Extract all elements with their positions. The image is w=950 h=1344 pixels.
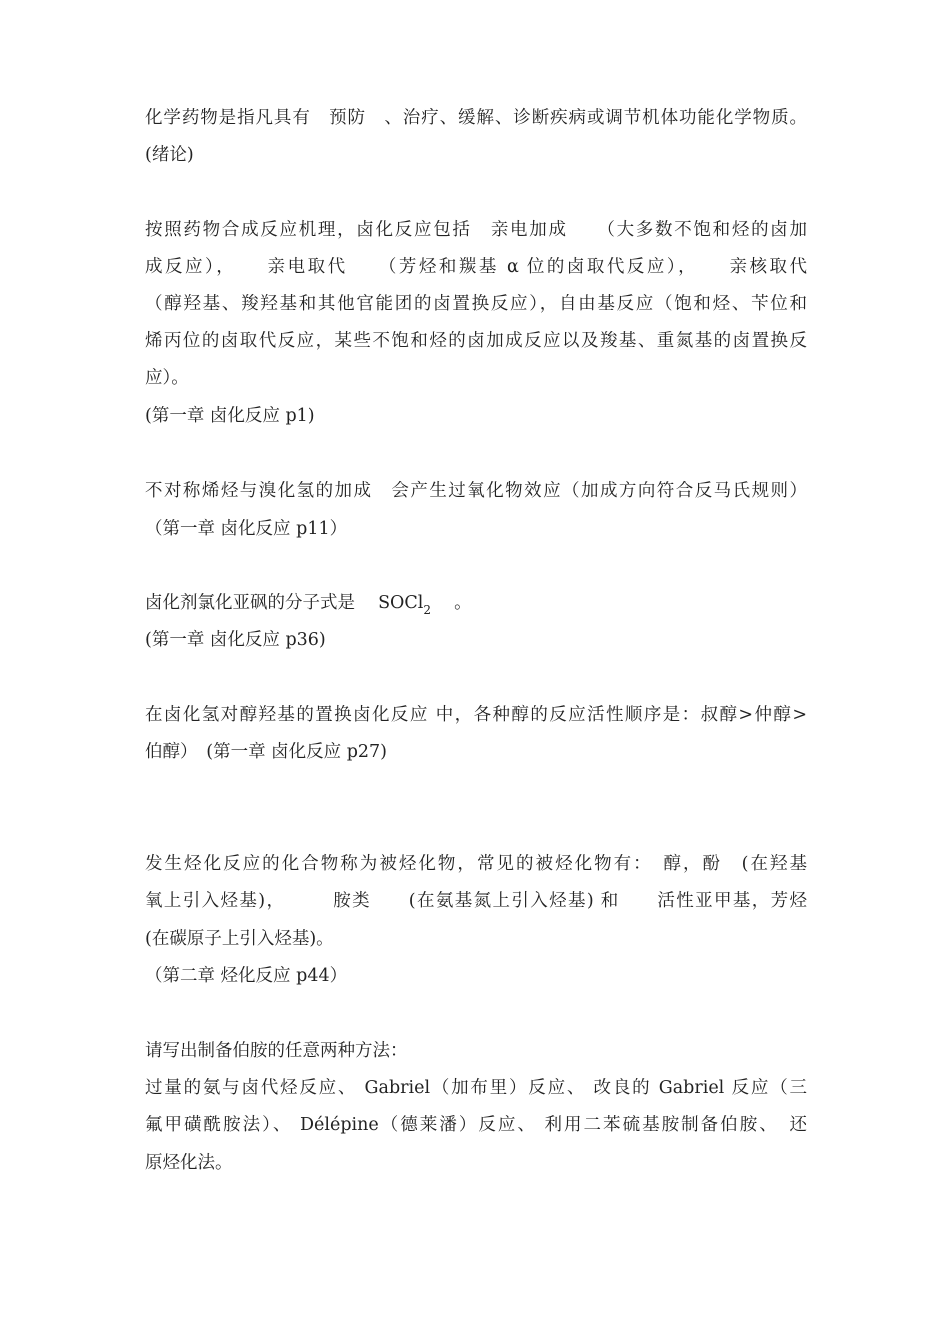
text-line: 成反应）， 亲电取代 （芳烃和羰基 α 位的卤取代反应）， 亲核取代	[145, 257, 807, 277]
question: 请写出制备伯胺的任意两种方法：	[145, 1041, 408, 1061]
text-line: 氟甲磺酰胺法）、 Délépine（德莱潘）反应、 利用二苯硫基胺制备伯胺、 还	[145, 1115, 807, 1135]
text-line: 原烃化法。	[145, 1153, 233, 1173]
text-line: 按照药物合成反应机理，卤化反应包括 亲电加成 （大多数不饱和烃的卤加	[145, 220, 807, 240]
text-line: 发生烃化反应的化合物称为被烃化物，常见的被烃化物有： 醇，酚 (在羟基	[145, 854, 807, 874]
citation: （第二章 烃化反应 p44）	[145, 966, 348, 986]
citation: (第一章 卤化反应 p1)	[145, 406, 315, 426]
chemical-formula: SOCl	[378, 593, 424, 613]
text-prefix: 卤化剂氯化亚砜的分子式是	[145, 593, 379, 613]
text-line: （醇羟基、羧羟基和其他官能团的卤置换反应），自由基反应（饱和烃、苄位和	[145, 294, 807, 314]
text-line: 在卤化氢对醇羟基的置换卤化反应 中，各种醇的反应活性顺序是：叔醇>仲醇>	[145, 705, 807, 725]
text-line	[145, 592, 807, 621]
formula-subscript: 2	[423, 603, 432, 617]
text-line: 过量的氨与卤代烃反应、 Gabriel（加布里）反应、 改良的 Gabriel 反应（三	[145, 1078, 807, 1098]
text-line: 不对称烯烃与溴化氢的加成 会产生过氧化物效应（加成方向符合反马氏规则）	[145, 481, 807, 501]
citation: （第一章 卤化反应 p11）	[145, 519, 348, 539]
text-line: 应）。	[145, 368, 189, 388]
text-line: 化学药物是指凡具有 预防 、治疗、缓解、诊断疾病或调节机体功能化学物质。	[145, 108, 807, 128]
text-line: (在碳原子上引入烃基)。	[145, 929, 334, 949]
text-suffix: 。	[431, 593, 472, 613]
text-line: 伯醇） (第一章 卤化反应 p27)	[145, 742, 387, 762]
citation: (第一章 卤化反应 p36)	[145, 630, 326, 650]
text-line: 氧上引入烃基)， 胺类 (在氨基氮上引入烃基) 和 活性亚甲基，芳烃	[145, 891, 807, 911]
text-line: 烯丙位的卤取代反应，某些不饱和烃的卤加成反应以及羧基、重氮基的卤置换反	[145, 331, 807, 351]
text-line: (绪论)	[145, 145, 194, 165]
